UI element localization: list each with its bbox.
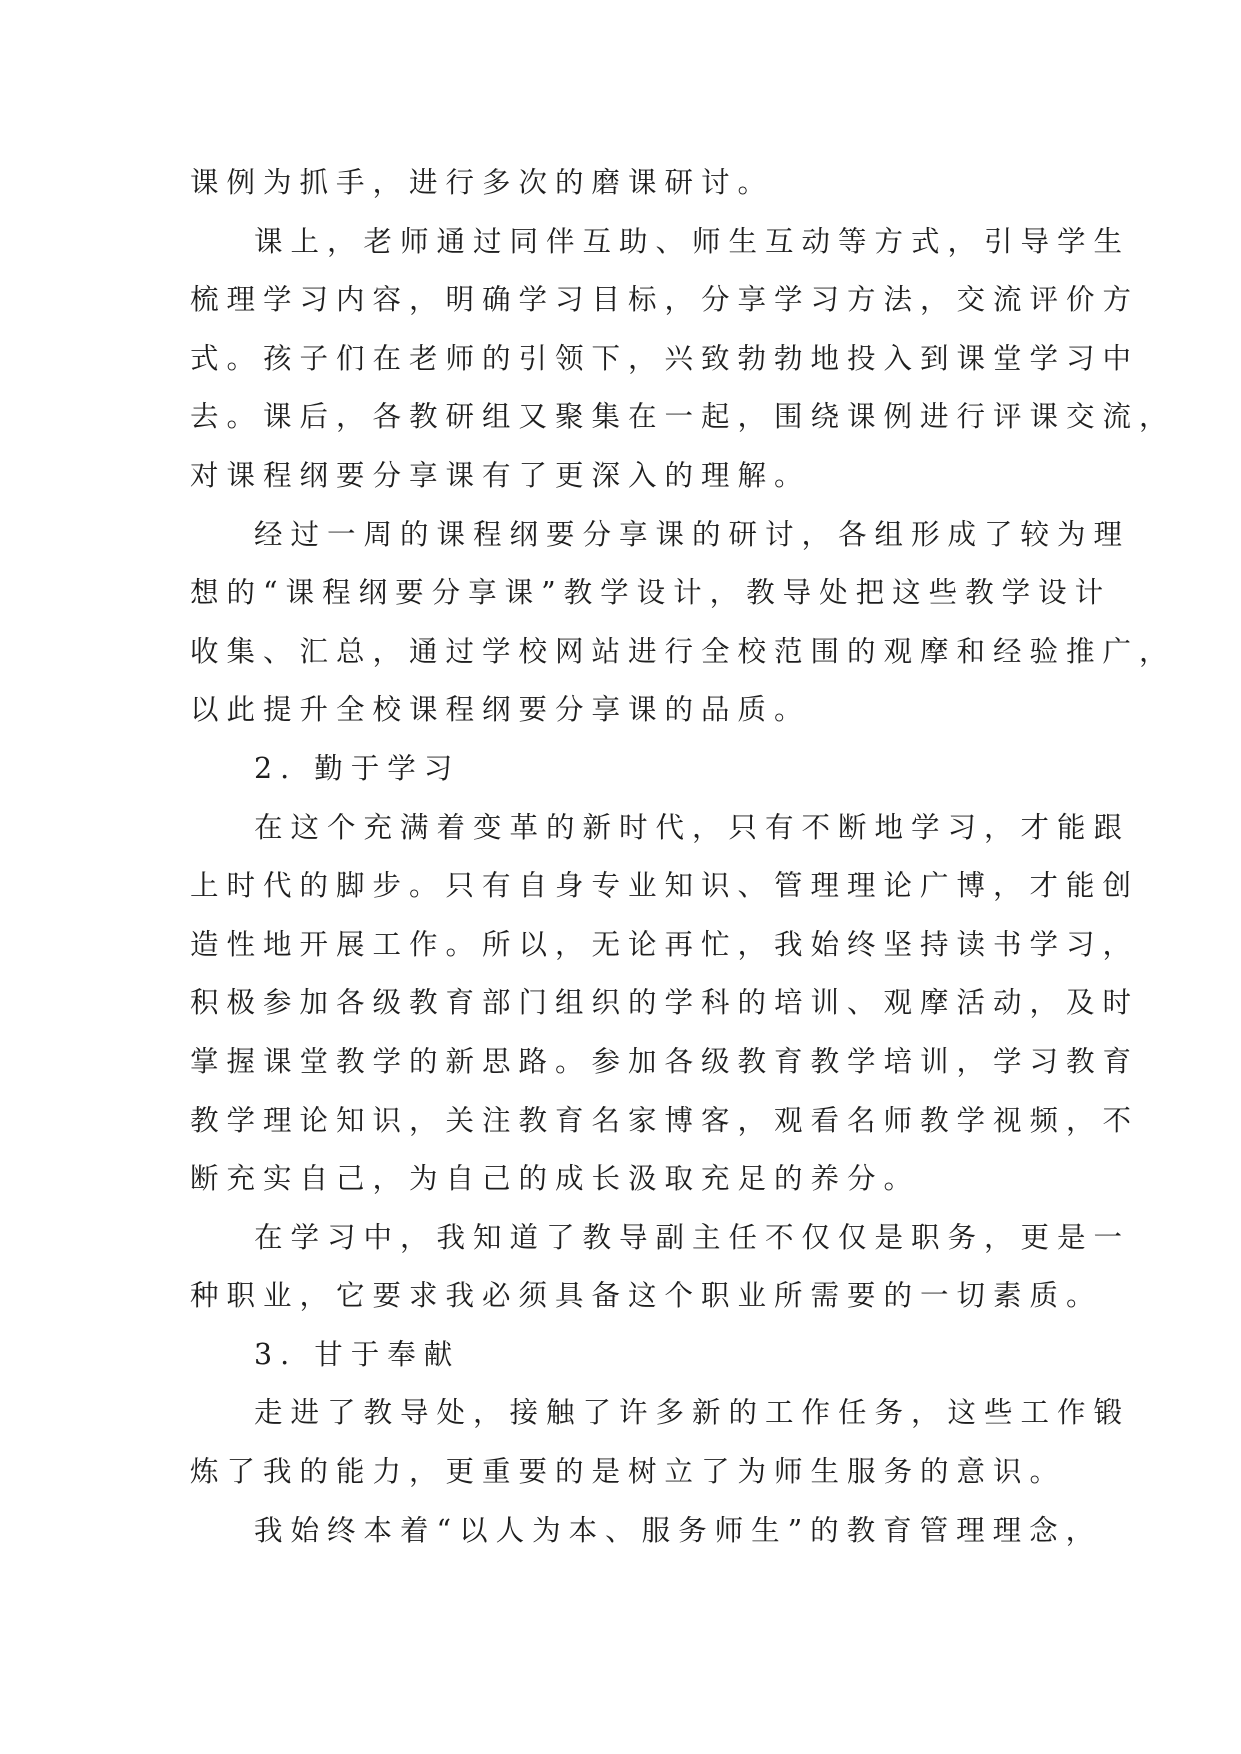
text-line: 课上，老师通过同伴互助、师生互动等方式，引导学生 — [254, 224, 1131, 258]
text-line: 积极参加各级教育部门组织的学科的培训、观摩活动，及时 — [190, 986, 1140, 1020]
text-line: 梳理学习内容，明确学习目标，分享学习方法，交流评价方 — [190, 283, 1140, 317]
text-line: 收集、汇总，通过学校网站进行全校范围的观摩和经验推广， — [190, 634, 1176, 668]
section-heading: 3. 甘于奉献 — [254, 1337, 461, 1371]
text-line: 走进了教导处，接触了许多新的工作任务，这些工作锻 — [254, 1396, 1131, 1430]
text-line: 去。课后，各教研组又聚集在一起，围绕课例进行评课交流， — [190, 400, 1176, 434]
text-line: 炼了我的能力，更重要的是树立了为师生服务的意识。 — [190, 1455, 1067, 1489]
text-line: 上时代的脚步。只有自身专业知识、管理理论广博，才能创 — [190, 869, 1140, 903]
text-line: 以此提升全校课程纲要分享课的品质。 — [190, 693, 811, 727]
text-line: 对课程纲要分享课有了更深入的理解。 — [190, 458, 811, 492]
text-line: 种职业，它要求我必须具备这个职业所需要的一切素质。 — [190, 1279, 1103, 1313]
text-line: 经过一周的课程纲要分享课的研讨，各组形成了较为理 — [254, 517, 1131, 551]
text-line: 掌握课堂教学的新思路。参加各级教育教学培训，学习教育 — [190, 1044, 1140, 1078]
text-line: 式。孩子们在老师的引领下，兴致勃勃地投入到课堂学习中 — [190, 341, 1140, 375]
text-line: 我始终本着“以人为本、服务师生”的教育管理理念， — [254, 1513, 1103, 1547]
text-line: 教学理论知识，关注教育名家博客，观看名师教学视频，不 — [190, 1103, 1140, 1137]
text-line: 想的“课程纲要分享课”教学设计，教导处把这些教学设计 — [190, 576, 1112, 610]
document-body — [190, 154, 1176, 1560]
text-line: 在这个充满着变革的新时代，只有不断地学习，才能跟 — [254, 810, 1131, 844]
section-heading: 2. 勤于学习 — [254, 751, 461, 785]
text-line: 断充实自己，为自己的成长汲取充足的养分。 — [190, 1162, 921, 1196]
text-line: 在学习中，我知道了教导副主任不仅仅是职务，更是一 — [254, 1220, 1131, 1254]
text-line: 课例为抓手，进行多次的磨课研讨。 — [190, 166, 775, 199]
text-line: 造性地开展工作。所以，无论再忙，我始终坚持读书学习， — [190, 927, 1140, 961]
